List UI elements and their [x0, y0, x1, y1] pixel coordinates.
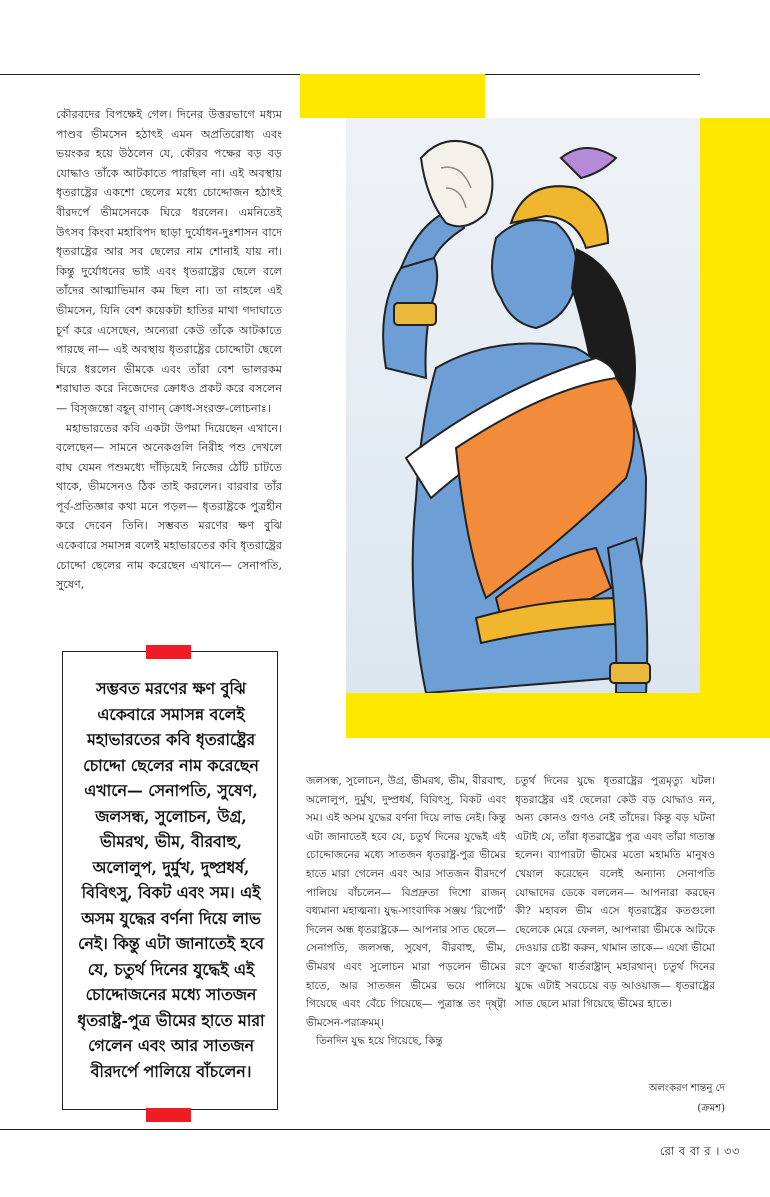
illustrator-credit: অলংকরণ শান্তনু দে [648, 1083, 725, 1094]
right-paragraph-1: চতুর্থ দিনের যুদ্ধে ধৃতরাষ্ট্রের পুত্রমৃত্যু ঘটল। ধৃতরাষ্ট্রের এই ছেলেরা কেউ বড় যোদ্ধাও নন, অন্য কোনও গুণও নেই তাঁদের। কিন্তু বড় ঘটনা এটাই যে, তাঁরা ধৃতরাষ্ট্রের পুত্র এবং তাঁরা গতাস্ত হলেন। ব্যাপারটা ভীমের মতো মহামতি মানুষও খেয়াল করেছেন বলেই অন্যান্য সেনাপতি যোদ্ধাদের ডেকে বললেন— আপনারা করছেন কী? মহাবল ভীম এসে ধৃতরাষ্ট্রের কতগুলো ছেলেকে মেরে ফেলল, আপনারা ভীমকে আটকে দেওয়ার চেষ্টা করুন, থামান তাকে— এষো ভীমো রণে ক্রুদ্ধো ধার্তরাষ্ট্রান্ মহারথান্। চতুর্থ দিনের যুদ্ধে এটাই সবচেয়ে বড় আওয়াজ— ধৃতরাষ্ট্রের সাত ছেলে মারা গিয়েছে ভীমের হাতে। [515, 775, 715, 1011]
illustration-credit [585, 1079, 725, 1119]
pullquote-text: সম্ভবত মরণের ক্ষণ বুঝি একেবারে সমাসন্ন বলেই মহাভারতের কবি ধৃতরাষ্ট্রের চোদ্দো ছেলের নাম করেছেন এখানে— সেনাপতি, সুষেণ, জলসন্ধ, সুলোচন, উগ্র, ভীমরথ, ভীম, বীরবাহু, অলোলুপ, দুর্মুখ, দুষ্প্রধর্ষ, বিবিৎসু, বিকট এবং সম। এই অসম যুদ্ধের বর্ণনা দিয়ে লাভ নেই। কিন্তু এটা জানাতেই হবে যে, চতুর্থ দিনের যুদ্ধেই এই চোদ্দোজনের মধ্যে সাতজন ধৃতরাষ্ট্র-পুত্র ভীমের হাতে মারা গেলেন এবং আর সাতজন বীরদর্পে পালিয়ে বাঁচলেন। [77, 679, 265, 1081]
left-paragraph-2: মহাভারতের কবি একটা উপমা দিয়েছেন এখানে। বলেছেন— সামনে অনেকগুলি নিরীহ পশু দেখলে বাঘ যেমন পশুমধ্যে দাঁড়িয়েই নিজের ঠোঁট চাটতে থাকে, ভীমসেনও ঠিক তাই করলেন। বারবার তাঁর পূর্ব-প্রতিজ্ঞার কথা মনে পড়ল— ধৃতরাষ্ট্রকে পুত্রহীন করে দেবেন তিনি। সম্ভবত মরণের ক্ষণ বুঝি একেবারে সমাসন্ন বলেই মহাভারতের কবি ধৃতরাষ্ট্রের চোদ্দো ছেলের নাম করেছেন এখানে— সেনাপতি, সুষেণ, [56, 421, 282, 592]
yellow-accent-side [700, 118, 770, 738]
pullquote-red-bar-bottom [146, 1108, 191, 1122]
continued-marker: (ক্রমশ) [697, 1103, 725, 1114]
left-paragraph-1: কৌরবদের বিপক্ষেই গেল। দিনের উত্তরভাগে মধ্যম পাণ্ডব ভীমসেন হঠাৎই এমন অপ্রতিরোধ্য এবং ভয়ংকর হয়ে উঠলেন যে, কৌরব পক্ষের বড় বড় যোদ্ধাও তাঁকে আটকাতে পারছিল না। এই অবস্থায় ধৃতরাষ্ট্রের একশো ছেলের মধ্যে চোদ্দোজন হঠাৎই বীরদর্পে ভীমসেনকে ঘিরে ধরলেন। এমনিতেই উৎসব কিংবা মহাবিপদ ছাড়া দুর্যোধন-দুঃশাসন বাদে ধৃতরাষ্ট্রের আর সব ছেলের নাম শোনাই যায় না। কিন্তু দুর্যোধনের ভাই এবং ধৃতরাষ্ট্রের ছেলে বলে তাঁদের আত্মাভিমান কম ছিল না। তা নাহলে এই ভীমসেন, যিনি বেশ কয়েকটা হাতির মাথা গদাঘাতে চূর্ণ করে এসেছেন, অন্যেরা কেউ তাঁকে আটকাতে পারছে না— এই অবস্থায় ধৃতরাষ্ট্রের চোদ্দোটা ছেলে ঘিরে ধরলেন ভীমকে এবং তাঁরা বেশ ভালরকম শরাঘাত করে নিজেদের ক্রোধও প্রকট করে বসলেন— বিসৃজন্তো বহূন্ বাণান্ ক্রোধ-সংরক্ত-লোচনাঃ। [56, 108, 282, 415]
page-number: ৩৩ [724, 1144, 740, 1158]
pullquote-red-bar-top [146, 645, 191, 659]
left-text-column [56, 105, 282, 641]
bhima-conch-illustration [346, 118, 700, 693]
page-footer [560, 1143, 740, 1162]
middle-text-column [306, 772, 506, 1128]
right-text-column [515, 772, 715, 1072]
footer-separator: । [715, 1144, 720, 1158]
yellow-accent-top [300, 74, 485, 118]
middle-paragraph-1: জলসন্ধ, সুলোচন, উগ্র, ভীমরথ, ভীম, বীরবাহু, অলোলুপ, দুর্মুখ, দুষ্প্রধর্ষ, বিবিৎসু, বিকট এবং সম। এই অসম যুদ্ধের বর্ণনা দিয়ে লাভ নেই। কিন্তু এটা জানাতেই হবে যে, চতুর্থ দিনের যুদ্ধেই এই চোদ্দোজনের মধ্যে সাতজন ধৃতরাষ্ট্র-পুত্র ভীমের হাতে মারা গেলেন এবং আর সাতজন বীরদর্পে পালিয়ে বাঁচলেন— বিপ্রদ্রুতা দিশো রাজন্ বধ্যমানা মহাত্মনা। যুদ্ধ-সাংবাদিক সঞ্জয় ‘রিপোর্ট’ দিলেন অন্ধ ধৃতরাষ্ট্রকে— আপনার সাত ছেলে— সেনাপতি, জলসন্ধ, সুষেণ, বীরবাহু, ভীম, ভীমরথ এবং সুলোচন মারা পড়লেন ভীমের হাতে, আর সাতজন ভীমের ভয়ে পালিয়ে গিয়েছে এবং বেঁচে গিয়েছে— পুত্রাস্ত তং দৃষ্ট্বা ভীমসেন-পরাক্রমম্। [306, 775, 506, 1029]
magazine-name: রো ব বা র [659, 1144, 712, 1158]
bottom-rule [0, 1129, 770, 1130]
middle-paragraph-2: তিনদিন যুদ্ধ হয়ে গিয়েছে, কিন্তু [316, 1035, 443, 1048]
yellow-accent-bottom [346, 693, 770, 738]
